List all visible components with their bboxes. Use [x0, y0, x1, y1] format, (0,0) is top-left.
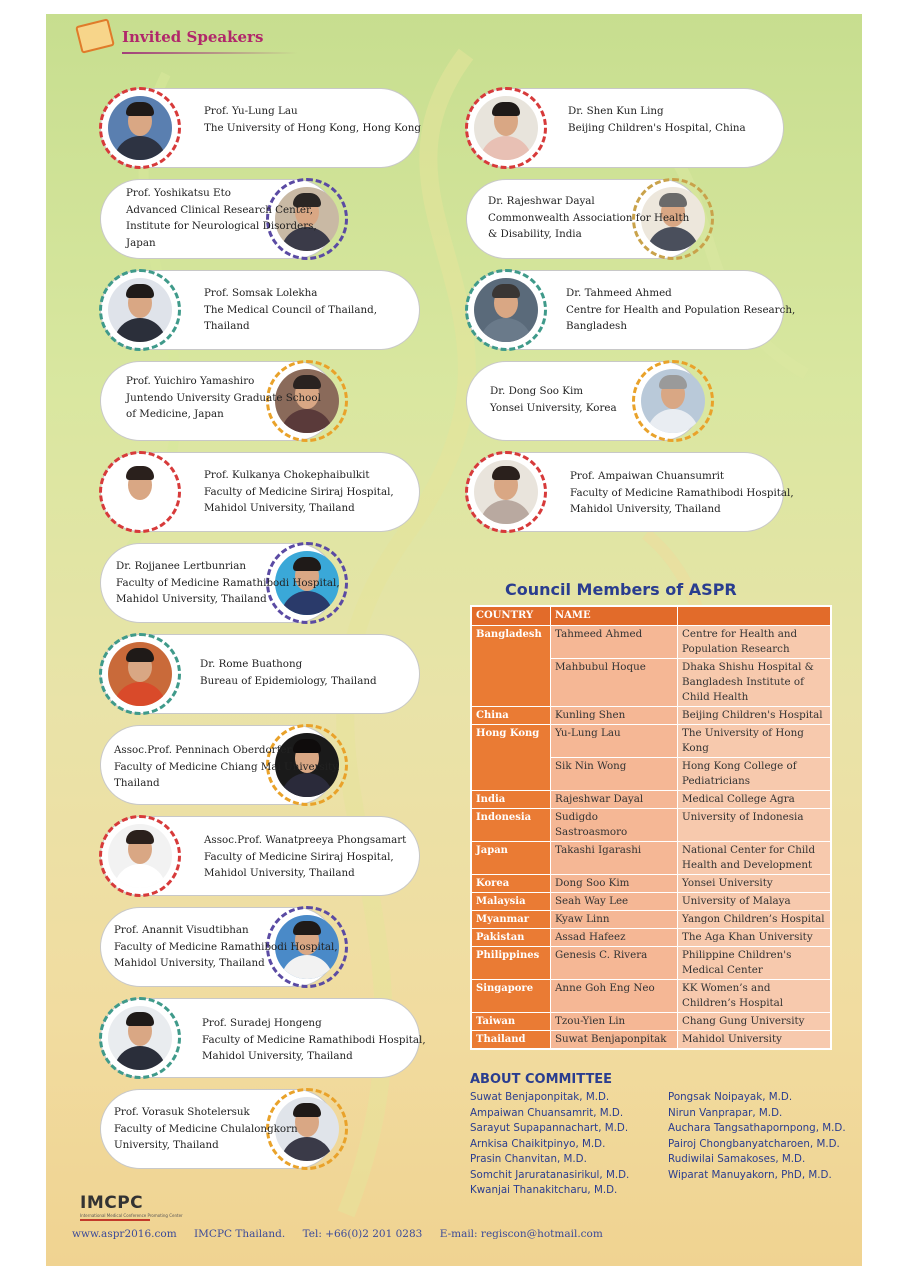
institution-cell: Chang Gung University [678, 1013, 832, 1031]
speaker-info: Prof. Suradej Hongeng Faculty of Medicine Ramathibodi Hospital, Mahidol University, Thailand [202, 1017, 426, 1062]
speaker-photo [108, 96, 172, 160]
speaker-photo [108, 642, 172, 706]
email-link[interactable]: E-mail: regiscon@hotmail.com [439, 1228, 603, 1240]
speaker-info: Assoc.Prof. Wanatpreeya Phongsamart Faculty of Medicine Siriraj Hospital, Mahidol University, Thailand [204, 834, 407, 879]
website-link[interactable]: www.aspr2016.com [72, 1228, 177, 1240]
council-table [470, 605, 832, 1050]
member-name-cell: Takashi Igarashi [551, 842, 678, 875]
committee-member: Suwat Benjaponpitak, M.D. [470, 1091, 610, 1103]
logo-bar [80, 1219, 150, 1221]
country-cell: China [471, 707, 551, 725]
member-name-cell: Anne Goh Eng Neo [551, 980, 678, 1013]
speaker-info: Prof. Yuichiro Yamashiro Juntendo University Graduate School of Medicine, Japan [126, 375, 321, 420]
committee-member: Kwanjai Thanakitcharu, M.D. [470, 1184, 618, 1196]
member-name-cell: Yu-Lung Lau [551, 725, 678, 758]
speaker-photo [474, 278, 538, 342]
speaker-info: Dr. Tahmeed Ahmed Centre for Health and Population Research, Bangladesh [566, 287, 796, 332]
about-title: ABOUT COMMITTEE [470, 1072, 613, 1087]
institution-cell: The University of Hong Kong [678, 725, 832, 758]
country-cell: Singapore [471, 980, 551, 1013]
speaker-photo-frame [99, 269, 181, 351]
member-name-cell: Sik Nin Wong [551, 758, 678, 791]
member-name-cell: Sudigdo Sastroasmoro [551, 809, 678, 842]
committee-member: Auchara Tangsathapornpong, M.D. [668, 1122, 846, 1134]
footer-tel: Tel: +66(0)2 201 0283 [302, 1228, 423, 1240]
section-title: Invited Speakers [122, 28, 264, 46]
footer-org: IMCPC Thailand. [194, 1228, 286, 1240]
invited-speakers-header [72, 12, 302, 60]
country-cell: Pakistan [471, 929, 551, 947]
council-header-row [471, 606, 831, 626]
country-cell: Malaysia [471, 893, 551, 911]
member-name-cell: Seah Way Lee [551, 893, 678, 911]
council-row [471, 929, 831, 947]
speaker-info: Prof. Yoshikatsu Eto Advanced Clinical Research Center, Institute for Neurological Disorders, Japan [126, 187, 317, 249]
speaker-photo-frame [465, 269, 547, 351]
country-cell: Myanmar [471, 911, 551, 929]
imcpc-logo [80, 1193, 183, 1221]
council-row [471, 707, 831, 725]
council-row [471, 1031, 831, 1050]
book-icon [75, 18, 115, 53]
institution-cell: Mahidol University [678, 1031, 832, 1050]
council-row [471, 809, 831, 842]
committee-member: Sarayut Supapannachart, M.D. [470, 1122, 629, 1134]
council-row [471, 1013, 831, 1031]
speaker-photo [108, 278, 172, 342]
council-row [471, 911, 831, 929]
about-committee [470, 1072, 846, 1196]
institution-cell: Medical College Agra [678, 791, 832, 809]
institution-cell: Philippine Children's Medical Center [678, 947, 832, 980]
speaker-info: Prof. Vorasuk Shotelersuk Faculty of Medicine Chulalongkorn University, Thailand [114, 1106, 298, 1151]
speaker-photo-frame [99, 815, 181, 897]
speaker-info: Prof. Somsak Lolekha The Medical Council of Thailand, Thailand [204, 287, 377, 332]
speaker-photo-frame [99, 633, 181, 715]
speaker-photo [474, 96, 538, 160]
country-header: COUNTRY [471, 606, 551, 626]
committee-member: Arnkisa Chaikitpinyo, M.D. [470, 1137, 606, 1150]
speaker-photo [108, 824, 172, 888]
country-cell: Hong Kong [471, 725, 551, 791]
country-cell: India [471, 791, 551, 809]
committee-member: Nirun Vanprapar, M.D. [668, 1106, 783, 1119]
committee-member: Somchit Jaruratanasirikul, M.D. [470, 1168, 630, 1181]
speaker-info: Dr. Rome Buathong Bureau of Epidemiology, Thailand [200, 658, 377, 687]
speaker-photo-frame [465, 87, 547, 169]
member-name-cell: Assad Hafeez [551, 929, 678, 947]
council-row [471, 980, 831, 1013]
committee-member: Rudiwilai Samakoses, M.D. [668, 1153, 806, 1165]
speaker-info: Assoc.Prof. Penninach Oberdorfer Faculty of Medicine Chiang Mai University, Thailand [114, 744, 340, 789]
committee-member: Pongsak Noipayak, M.D. [668, 1091, 793, 1103]
institution-cell: Hong Kong College of Pediatricians [678, 758, 832, 791]
speaker-info: Prof. Kulkanya Chokephaibulkit Faculty of Medicine Siriraj Hospital, Mahidol University, Thailand [204, 469, 394, 514]
council-row [471, 893, 831, 911]
country-cell: Japan [471, 842, 551, 875]
committee-member: Wiparat Manuyakorn, PhD, M.D. [668, 1168, 832, 1181]
council-row [471, 725, 831, 758]
speaker-info: Prof. Ampaiwan Chuansumrit Faculty of Medicine Ramathibodi Hospital, Mahidol University, Thailand [570, 470, 794, 515]
member-name-cell: Genesis C. Rivera [551, 947, 678, 980]
member-name-cell: Kunling Shen [551, 707, 678, 725]
member-name-cell: Rajeshwar Dayal [551, 791, 678, 809]
committee-list-right [668, 1090, 846, 1183]
speaker-photo-frame [99, 451, 181, 533]
speaker-info: Dr. Rojjanee Lertbunrian Faculty of Medicine Ramathibodi Hospital, Mahidol University, Thailand [116, 560, 340, 605]
member-name-cell: Suwat Benjaponpitak [551, 1031, 678, 1050]
speaker-photo-frame [99, 997, 181, 1079]
speaker-photo-frame [465, 451, 547, 533]
speaker-info: Prof. Anannit Visudtibhan Faculty of Medicine Ramathibodi Hospital, Mahidol University, Thailand [114, 924, 338, 969]
member-name-cell: Tahmeed Ahmed [551, 626, 678, 659]
council-row [471, 842, 831, 875]
member-name-cell: Tzou-Yien Lin [551, 1013, 678, 1031]
logo-name: IMCPC [80, 1193, 144, 1213]
country-cell: Thailand [471, 1031, 551, 1050]
speaker-info: Dr. Shen Kun Ling Beijing Children's Hospital, China [568, 105, 746, 134]
committee-member: Ampaiwan Chuansamrit, M.D. [470, 1106, 624, 1119]
institution-cell: Beijing Children's Hospital [678, 707, 832, 725]
country-cell: Philippines [471, 947, 551, 980]
logo-tagline: International Medical Conference Promoting Center [80, 1213, 183, 1218]
institution-cell: Yonsei University [678, 875, 832, 893]
speaker-photo [641, 369, 705, 433]
member-name-cell: Mahbubul Hoque [551, 659, 678, 707]
country-cell: Bangladesh [471, 626, 551, 707]
council-row [471, 875, 831, 893]
country-cell: Korea [471, 875, 551, 893]
institution-cell: KK Women’s and Children’s Hospital [678, 980, 832, 1013]
council-row [471, 947, 831, 980]
council-row [471, 791, 831, 809]
institution-cell: The Aga Khan University [678, 929, 832, 947]
institution-cell: University of Indonesia [678, 809, 832, 842]
member-name-cell: Dong Soo Kim [551, 875, 678, 893]
institution-cell: University of Malaya [678, 893, 832, 911]
speaker-photo [108, 460, 172, 524]
speaker-photo [108, 1006, 172, 1070]
country-cell: Indonesia [471, 809, 551, 842]
institution-cell: Dhaka Shishu Hospital & Bangladesh Institute of Child Health [678, 659, 832, 707]
speaker-info: Dr. Rajeshwar Dayal Commonwealth Association for Health & Disability, India [488, 195, 690, 240]
council-title: Council Members of ASPR [505, 580, 737, 599]
institution-header [678, 606, 832, 626]
speaker-info: Dr. Dong Soo Kim Yonsei University, Korea [490, 385, 617, 414]
speaker-info: Prof. Yu-Lung Lau The University of Hong Kong, Hong Kong [204, 105, 421, 134]
council-row [471, 626, 831, 659]
name-header: NAME [551, 606, 678, 626]
committee-list-left [470, 1090, 629, 1199]
committee-member: Prasin Chanvitan, M.D. [470, 1153, 587, 1165]
speaker-photo-frame [632, 360, 714, 442]
speaker-photo [474, 460, 538, 524]
institution-cell: Yangon Children’s Hospital [678, 911, 832, 929]
title-underline [122, 52, 297, 54]
footer [72, 1228, 617, 1240]
institution-cell: National Center for Child Health and Development [678, 842, 832, 875]
committee-member: Pairoj Chongbanyatcharoen, M.D. [668, 1137, 840, 1150]
member-name-cell: Kyaw Linn [551, 911, 678, 929]
institution-cell: Centre for Health and Population Research [678, 626, 832, 659]
speaker-photo-frame [99, 87, 181, 169]
country-cell: Taiwan [471, 1013, 551, 1031]
